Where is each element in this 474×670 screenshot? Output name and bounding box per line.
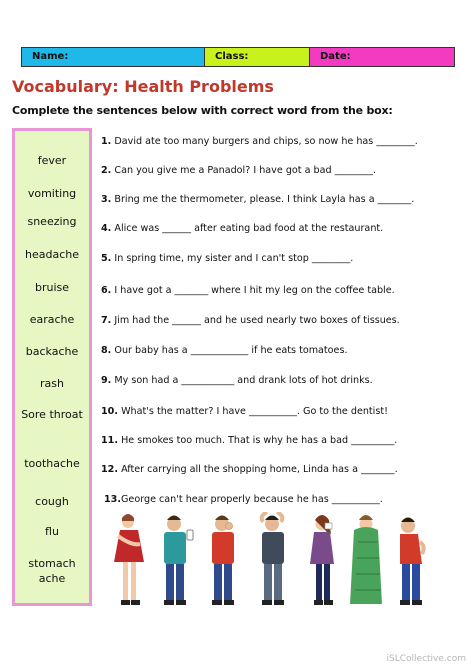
sentence-text: George can't hear properly because he has __________. (121, 494, 383, 505)
sentence-number: 13. (104, 494, 121, 505)
word-box-item: cough (35, 495, 69, 508)
sentence-number: 3. (101, 194, 112, 205)
sentence-number: 10. (101, 406, 118, 417)
man-with-headache-icon (262, 512, 284, 605)
word-box-item: rash (40, 377, 64, 390)
sentence-item (101, 464, 398, 475)
sentence-number: 7. (101, 315, 112, 326)
sentence-item (104, 494, 383, 505)
sentence-number: 12. (101, 464, 118, 475)
sentence-text: David ate too many burgers and chips, so now he has ________. (114, 136, 418, 147)
man-with-toothache-icon (212, 516, 234, 606)
sentence-text: What's the matter? I have __________. Go to the dentist! (121, 406, 388, 417)
woman-with-fever-blanket-icon (350, 515, 382, 604)
sentence-item (101, 435, 397, 446)
man-with-medicine-icon (164, 516, 193, 606)
health-illustrations (104, 512, 434, 612)
sentence-number: 8. (101, 345, 112, 356)
sentence-number: 1. (101, 136, 112, 147)
word-box-item: earache (29, 313, 75, 326)
word-box-item: toothache (24, 457, 80, 470)
sentence-text: Can you give me a Panadol? I have got a bad ________. (114, 165, 377, 176)
sentence-number: 5. (101, 253, 112, 264)
woman-sneezing-icon (310, 515, 334, 605)
sentence-number: 2. (101, 165, 112, 176)
word-box-item: vomiting (27, 187, 77, 200)
sentence-text: In spring time, my sister and I can't stop ________. (114, 253, 354, 264)
worksheet-title: Vocabulary: Health Problems (12, 77, 274, 96)
sentence-number: 11. (101, 435, 118, 446)
sentence-number: 6. (101, 285, 112, 296)
sentence-item (101, 194, 414, 205)
sentence-item (101, 375, 373, 386)
word-box (12, 128, 92, 606)
sentence-number: 4. (101, 223, 112, 234)
date-field[interactable]: Date: (310, 48, 454, 66)
sentence-text: Alice was ______ after eating bad food at the restaurant. (114, 223, 384, 234)
sentence-text: My son had a ___________ and drank lots of hot drinks. (114, 375, 373, 386)
sentence-text: Jim had the ______ and he used nearly two boxes of tissues. (114, 315, 400, 326)
sentence-item (101, 253, 353, 264)
sentence-item (101, 223, 383, 234)
footer-watermark: iSLCollective.com (386, 654, 466, 664)
sentence-item (101, 345, 348, 356)
name-field[interactable]: Name: (22, 48, 205, 66)
sentence-text: I have got a _______ where I hit my leg on the coffee table. (114, 285, 395, 296)
word-box-item: headache (25, 248, 79, 261)
word-box-item: backache (25, 345, 79, 358)
sentence-text: He smokes too much. That is why he has a bad _________. (121, 435, 398, 446)
student-info-bar (21, 47, 455, 67)
word-box-item: sneezing (27, 215, 77, 228)
sentence-item (101, 285, 395, 296)
instruction-text: Complete the sentences below with correct word from the box: (12, 104, 393, 117)
class-field[interactable]: Class: (205, 48, 310, 66)
word-box-item: bruise (34, 281, 70, 294)
sentence-text: After carrying all the shopping home, Linda has a _______. (121, 464, 398, 475)
sentence-text: Bring me the thermometer, please. I think Layla has a _______. (114, 194, 415, 205)
woman-with-stomach-ache-icon (114, 514, 144, 605)
word-box-item: stomach ache (28, 557, 76, 585)
man-with-backache-icon (400, 518, 424, 606)
word-box-item: fever (37, 154, 67, 167)
sentence-item (101, 165, 376, 176)
word-box-item: Sore throat (21, 408, 83, 421)
sentence-item (101, 406, 388, 417)
sentence-item (101, 136, 418, 147)
sentence-text: Our baby has a ____________ if he eats tomatoes. (114, 345, 348, 356)
sentence-item (101, 315, 400, 326)
sentence-number: 9. (101, 375, 112, 386)
word-box-item: flu (45, 525, 59, 538)
